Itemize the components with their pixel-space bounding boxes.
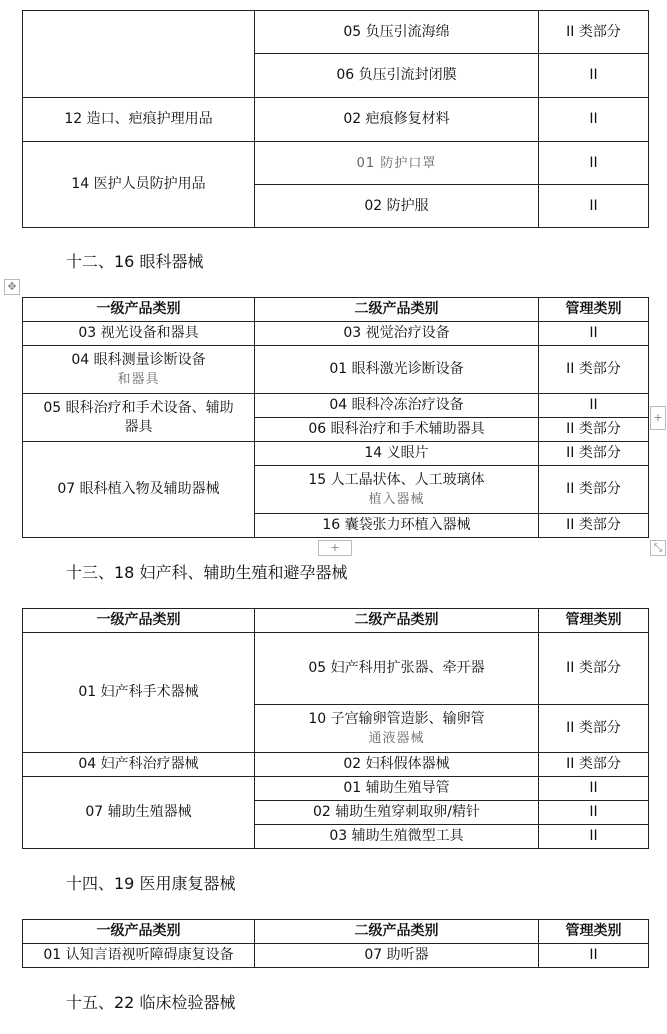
column-header: 管理类别 xyxy=(539,920,649,944)
column-header: 管理类别 xyxy=(539,298,649,322)
table-cell: II xyxy=(539,322,649,346)
section-heading-12: 十二、16 眼科器械 xyxy=(66,252,204,271)
column-header: 二级产品类别 xyxy=(255,920,539,944)
table-cell: 02 妇科假体器械 xyxy=(255,753,539,777)
section-heading-15: 十五、22 临床检验器械 xyxy=(66,993,236,1012)
cell-text: 05 眼科治疗和手术设备、辅助 xyxy=(43,399,234,416)
table-cell: 03 视觉治疗设备 xyxy=(255,322,539,346)
table-cell: II 类部分 xyxy=(539,753,649,777)
table-cell: 07 助听器 xyxy=(255,944,539,968)
table-cell: II xyxy=(539,142,649,185)
cell-text: 01 防护口罩 xyxy=(356,155,437,171)
table-cell: II 类部分 xyxy=(539,514,649,538)
table-cell: 03 视光设备和器具 xyxy=(23,322,255,346)
table-resize-handle[interactable]: ⤡ xyxy=(650,540,666,556)
table-cell: II 类部分 xyxy=(539,346,649,394)
cell-text: 通液器械 xyxy=(368,730,425,746)
table-section-12 xyxy=(22,297,649,538)
cell-text: 植入器械 xyxy=(368,491,425,507)
table-section-13 xyxy=(22,608,649,849)
table-cell: 12 造口、疤痕护理用品 xyxy=(23,98,255,142)
table-cell: II xyxy=(539,944,649,968)
table-cell: 02 疤痕修复材料 xyxy=(255,98,539,142)
add-column-button[interactable]: + xyxy=(650,406,666,430)
table-cell: 01 妇产科手术器械 xyxy=(23,633,255,753)
table-cell: 16 囊袋张力环植入器械 xyxy=(255,514,539,538)
table-cell xyxy=(255,705,539,753)
table-move-handle[interactable]: ✥ xyxy=(4,279,20,295)
table-cell: 04 妇产科治疗器械 xyxy=(23,753,255,777)
table-cell: 14 义眼片 xyxy=(255,442,539,466)
table-cell: II xyxy=(539,825,649,849)
table-cell: 14 医护人员防护用品 xyxy=(23,142,255,228)
table-cell: 05 负压引流海绵 xyxy=(255,11,539,54)
column-header: 二级产品类别 xyxy=(255,298,539,322)
table-cell: II xyxy=(539,394,649,418)
table-cell: 06 眼科治疗和手术辅助器具 xyxy=(255,418,539,442)
column-header: 一级产品类别 xyxy=(23,920,255,944)
column-header: 一级产品类别 xyxy=(23,609,255,633)
add-row-button[interactable]: + xyxy=(318,540,352,556)
table-cell: II 类部分 xyxy=(539,633,649,705)
table-cell: 06 负压引流封闭膜 xyxy=(255,54,539,98)
column-header: 一级产品类别 xyxy=(23,298,255,322)
table-cell: 07 辅助生殖器械 xyxy=(23,777,255,849)
table-cell: 03 辅助生殖微型工具 xyxy=(255,825,539,849)
cell-text: 和器具 xyxy=(117,371,160,387)
cell-text: 15 人工晶状体、人工玻璃体 xyxy=(308,471,485,488)
table-cell: II 类部分 xyxy=(539,705,649,753)
column-header: 管理类别 xyxy=(539,609,649,633)
table-cell: II xyxy=(539,54,649,98)
table-cell xyxy=(23,394,255,442)
table-cell: 01 辅助生殖导管 xyxy=(255,777,539,801)
cell-text: 10 子宫输卵管造影、输卵管 xyxy=(308,710,485,727)
table-cell: II 类部分 xyxy=(539,442,649,466)
table-cell xyxy=(255,466,539,514)
table-cell xyxy=(23,346,255,394)
table-cell: II xyxy=(539,185,649,228)
cell-text: 04 眼科测量诊断设备 xyxy=(71,351,206,368)
table-cell: II xyxy=(539,777,649,801)
table-section-14 xyxy=(22,919,649,968)
table-cell: II 类部分 xyxy=(539,418,649,442)
table-cell: 05 妇产科用扩张器、牵开器 xyxy=(255,633,539,705)
table-cell: 01 认知言语视听障碍康复设备 xyxy=(23,944,255,968)
table-section-11 xyxy=(22,10,649,228)
table-cell: II 类部分 xyxy=(539,11,649,54)
cell-text: 器具 xyxy=(124,418,153,435)
table-cell: 01 眼科激光诊断设备 xyxy=(255,346,539,394)
table-cell: II xyxy=(539,801,649,825)
column-header: 二级产品类别 xyxy=(255,609,539,633)
table-cell: 02 辅助生殖穿刺取卵/精针 xyxy=(255,801,539,825)
table-cell: 07 眼科植入物及辅助器械 xyxy=(23,442,255,538)
table-cell xyxy=(255,142,539,185)
table-cell: 02 防护服 xyxy=(255,185,539,228)
section-heading-13: 十三、18 妇产科、辅助生殖和避孕器械 xyxy=(66,563,348,582)
section-heading-14: 十四、19 医用康复器械 xyxy=(66,874,236,893)
table-cell: II 类部分 xyxy=(539,466,649,514)
table-cell: 04 眼科冷冻治疗设备 xyxy=(255,394,539,418)
table-cell: II xyxy=(539,98,649,142)
table-cell xyxy=(23,11,255,98)
